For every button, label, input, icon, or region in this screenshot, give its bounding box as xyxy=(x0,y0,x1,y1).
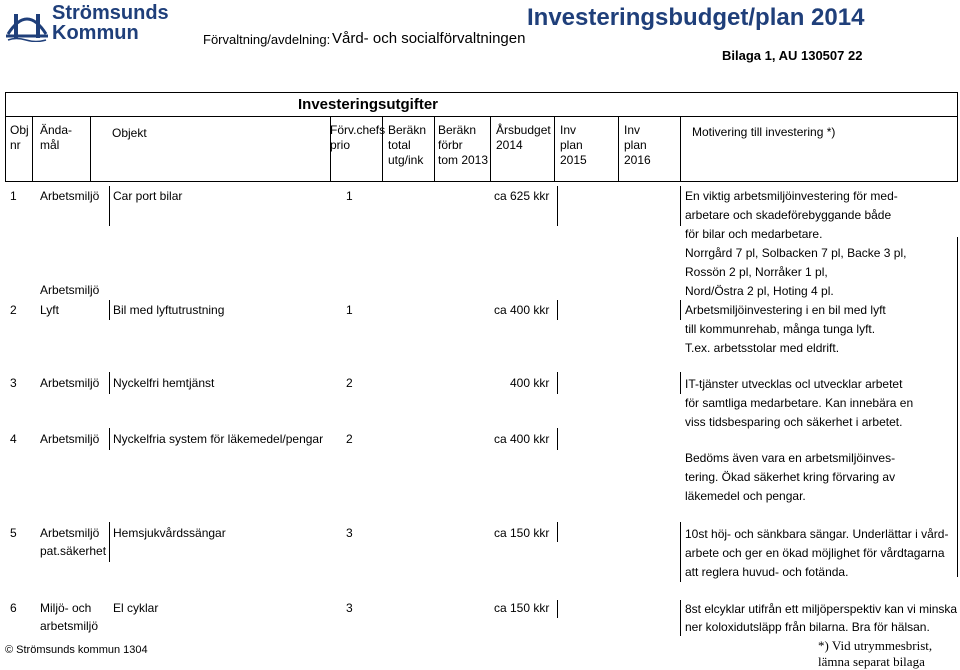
row5-nr: 5 xyxy=(10,526,17,540)
row4-objekt: Nyckelfria system för läkemedel/pengar xyxy=(113,432,324,446)
rule xyxy=(557,600,558,618)
col-divider xyxy=(554,117,555,182)
col-berakn-total-3: utg/ink xyxy=(388,153,424,167)
col-arsbudget-2: 2014 xyxy=(496,138,523,152)
col-divider xyxy=(490,117,491,182)
footer-note-2: lämna separat bilaga xyxy=(818,654,925,669)
row5-andamal-2: pat.säkerhet xyxy=(40,544,107,558)
col-forv-2: prio xyxy=(330,138,351,152)
row6-andamal-2: arbetsmiljö xyxy=(40,619,99,633)
row5-prio: 3 xyxy=(346,526,353,540)
col-divider xyxy=(434,117,435,182)
logo-text-line1: Strömsunds xyxy=(52,2,169,24)
col-andamal-2: mål xyxy=(40,138,60,152)
col-motivering: Motivering till investering *) xyxy=(692,125,836,139)
rule xyxy=(680,372,681,394)
logo-text-line2: Kommun xyxy=(52,22,139,44)
col-inv2015-2: plan xyxy=(560,138,583,152)
motivering-line: att reglera huvud- och fotända. xyxy=(685,565,849,579)
rule xyxy=(109,300,110,320)
motivering-line: 10st höj- och sänkbara sängar. Underlättar i vård- xyxy=(685,527,949,541)
row2-prio: 1 xyxy=(346,303,353,317)
motivering-line: 8st elcyklar utifrån ett miljöperspektiv kan vi minska xyxy=(685,602,958,616)
col-obj-1: Obj xyxy=(10,123,29,137)
motivering-line: tering. Ökad säkerhet kring förvaring av xyxy=(685,470,896,484)
bilaga-label: Bilaga 1, AU 130507 22 xyxy=(722,48,863,63)
dept-label: Förvaltning/avdelning: xyxy=(203,32,331,47)
col-inv2016-3: 2016 xyxy=(624,153,651,167)
row1-nr: 1 xyxy=(10,189,17,203)
motivering-line: för bilar och medarbetare. xyxy=(685,227,823,241)
motivering-line: Nord/Östra 2 pl, Hoting 4 pl. xyxy=(685,284,834,298)
row6-objekt: El cyklar xyxy=(113,601,159,615)
row3-prio: 2 xyxy=(346,376,353,390)
motivering-line: IT-tjänster utvecklas ocl utvecklar arbetet xyxy=(685,377,903,391)
col-arsbudget-1: Årsbudget xyxy=(496,123,551,137)
rule xyxy=(557,300,558,320)
motivering-line: viss tidsbesparing och säkerhet i arbetet. xyxy=(685,415,903,429)
rule xyxy=(557,372,558,394)
col-divider xyxy=(618,117,619,182)
row2-budget: ca 400 kkr xyxy=(494,303,550,317)
col-berakn-forbr-1: Beräkn xyxy=(438,123,477,137)
row3-nr: 3 xyxy=(10,376,17,390)
row6-prio: 3 xyxy=(346,601,353,615)
rule xyxy=(680,186,681,226)
motivering-line: ner koloxidutsläpp från bilarna. Bra för hälsan. xyxy=(685,620,930,634)
motivering-line: T.ex. arbetsstolar med eldrift. xyxy=(685,341,840,355)
rule xyxy=(680,300,681,320)
row1-andamal: Arbetsmiljö xyxy=(40,189,100,203)
row2-andamal-1: Arbetsmiljö xyxy=(40,283,100,297)
motivering-line: arbete och ger en ökad möjlighet för vårdtagarna xyxy=(685,546,945,560)
row6-nr: 6 xyxy=(10,601,17,615)
col-andamal-1: Ända- xyxy=(40,123,73,137)
col-inv2015-3: 2015 xyxy=(560,153,587,167)
col-divider xyxy=(32,117,33,182)
col-inv2015-1: Inv xyxy=(560,123,577,137)
row5-objekt: Hemsjukvårdssängar xyxy=(113,526,226,540)
footer-copyright: © Strömsunds kommun 1304 xyxy=(5,644,148,656)
col-obj-2: nr xyxy=(10,138,21,152)
rule xyxy=(109,186,110,226)
row4-budget: ca 400 kkr xyxy=(494,432,550,446)
col-inv2016-1: Inv xyxy=(624,123,641,137)
dept-value: Vård- och socialförvaltningen xyxy=(332,30,526,47)
col-berakn-forbr-2: förbr xyxy=(438,138,463,152)
row6-budget: ca 150 kkr xyxy=(494,601,550,615)
footer-note-1: *) Vid utrymmesbrist, xyxy=(818,638,933,653)
municipality-logo xyxy=(6,4,48,42)
row1-prio: 1 xyxy=(346,189,353,203)
row3-objekt: Nyckelfri hemtjänst xyxy=(113,376,215,390)
row3-andamal: Arbetsmiljö xyxy=(40,376,100,390)
col-berakn-forbr-3: tom 2013 xyxy=(438,153,489,167)
row4-andamal: Arbetsmiljö xyxy=(40,432,100,446)
motivering-line: Bedöms även vara en arbetsmiljöinves- xyxy=(685,451,896,465)
motivering-line: Norrgård 7 pl, Solbacken 7 pl, Backe 3 pl, xyxy=(685,246,907,260)
motivering-line: Rossön 2 pl, Norråker 1 pl, xyxy=(685,265,828,279)
rule xyxy=(109,372,110,394)
row3-budget: 400 kkr xyxy=(510,376,550,390)
table-title: Investeringsutgifter xyxy=(298,96,439,113)
col-berakn-total-2: total xyxy=(388,138,411,152)
row4-prio: 2 xyxy=(346,432,353,446)
motivering-line: till kommunrehab, många tunga lyft. xyxy=(685,322,876,336)
motivering-line: arbetare och skadeförebyggande både xyxy=(685,208,892,222)
col-inv2016-2: plan xyxy=(624,138,647,152)
header-divider xyxy=(5,116,958,117)
row2-objekt: Bil med lyftutrustning xyxy=(113,303,225,317)
row2-andamal-2: Lyft xyxy=(40,303,59,317)
motivering-line: En viktig arbetsmiljöinvestering för med- xyxy=(685,189,898,203)
page-title: Investeringsbudget/plan 2014 xyxy=(527,4,865,31)
rule xyxy=(109,522,110,562)
col-forv-1: Förv.chefs xyxy=(330,123,386,137)
rule xyxy=(680,522,681,582)
col-objekt: Objekt xyxy=(112,126,147,140)
motivering-line: för samtliga medarbetare. Kan innebära en xyxy=(685,396,914,410)
row2-nr: 2 xyxy=(10,303,17,317)
rule xyxy=(957,237,958,577)
row1-objekt: Car port bilar xyxy=(113,189,183,203)
motivering-line: Arbetsmiljöinvestering i en bil med lyft xyxy=(685,303,886,317)
col-divider xyxy=(90,117,91,182)
col-berakn-total-1: Beräkn xyxy=(388,123,427,137)
row6-andamal-1: Miljö- och xyxy=(40,601,92,615)
rule xyxy=(557,428,558,450)
col-divider xyxy=(680,117,681,182)
rule xyxy=(557,522,558,542)
row1-budget: ca 625 kkr xyxy=(494,189,550,203)
rule xyxy=(109,428,110,450)
motivering-line: läkemedel och pengar. xyxy=(685,489,806,503)
rule xyxy=(557,186,558,226)
row5-budget: ca 150 kkr xyxy=(494,526,550,540)
rule xyxy=(680,600,681,636)
row4-nr: 4 xyxy=(10,432,17,446)
row5-andamal-1: Arbetsmiljö xyxy=(40,526,100,540)
